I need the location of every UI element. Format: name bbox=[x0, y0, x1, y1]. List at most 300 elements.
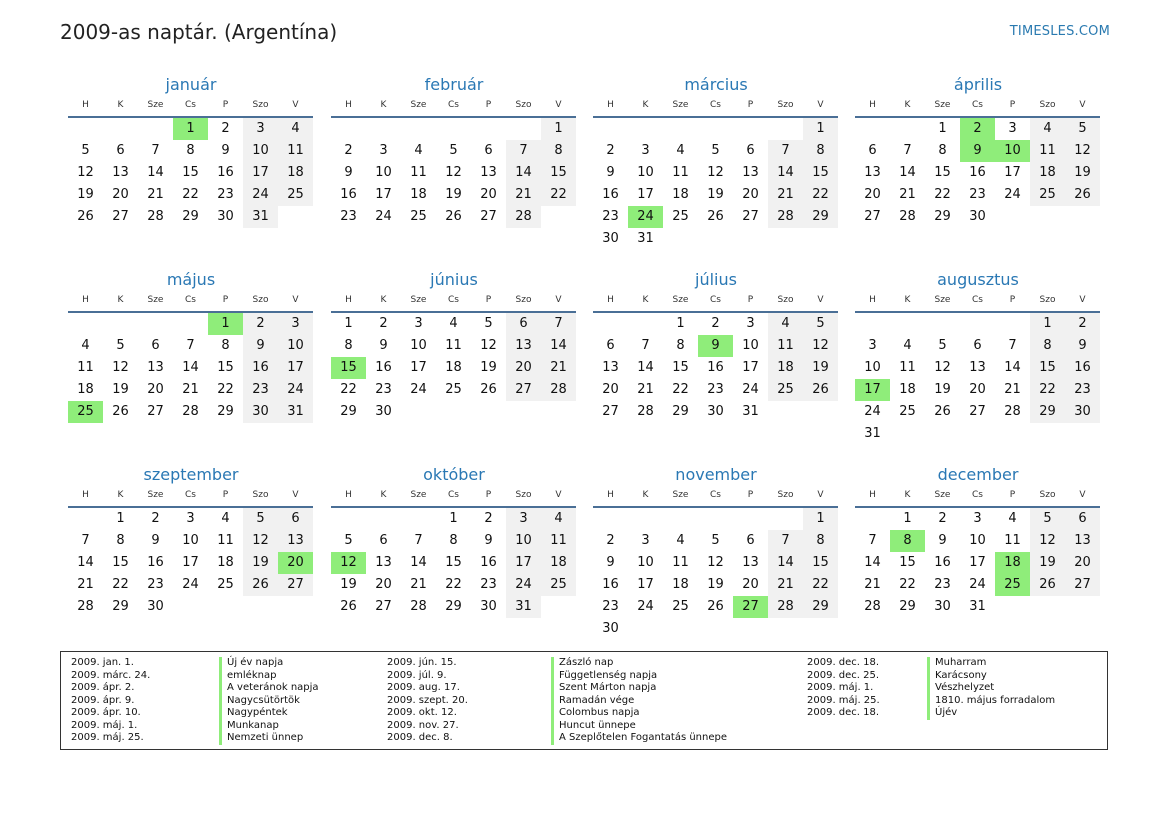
weekday-label: K bbox=[117, 490, 124, 500]
day-cell: 5 bbox=[1065, 118, 1100, 140]
days-grid bbox=[68, 118, 314, 228]
empty-cell bbox=[663, 508, 698, 530]
day-cell: 3 bbox=[186, 511, 195, 526]
holiday-name: Ramadán vége bbox=[551, 695, 801, 708]
holiday-day-cell: 18 bbox=[995, 552, 1030, 574]
weekday-label: H bbox=[345, 100, 352, 110]
day-cell: 8 bbox=[803, 530, 838, 552]
day-cell: 5 bbox=[938, 338, 947, 353]
holiday-dates-col-2 bbox=[387, 657, 547, 745]
month-name: június bbox=[430, 270, 478, 289]
day-cell: 22 bbox=[541, 184, 576, 206]
day-cell: 19 bbox=[934, 382, 951, 397]
day-cell: 5 bbox=[81, 143, 90, 158]
holiday-name: Karácsony bbox=[927, 670, 1097, 683]
day-cell: 17 bbox=[182, 555, 199, 570]
weekday-label: P bbox=[747, 490, 754, 500]
day-cell: 10 bbox=[969, 533, 986, 548]
empty-cell bbox=[663, 118, 698, 140]
day-cell: 20 bbox=[742, 187, 759, 202]
day-cell: 21 bbox=[864, 577, 881, 592]
weekday-label: K bbox=[117, 100, 124, 110]
day-cell: 14 bbox=[410, 555, 427, 570]
day-cell: 14 bbox=[768, 552, 803, 574]
holiday-day-cell: 17 bbox=[855, 379, 890, 401]
day-cell: 30 bbox=[602, 231, 619, 246]
holiday-name: emléknap bbox=[219, 670, 379, 683]
day-cell: 7 bbox=[151, 143, 160, 158]
weekday-label: V bbox=[292, 295, 299, 305]
day-cell: 12 bbox=[445, 165, 462, 180]
day-cell: 3 bbox=[973, 511, 982, 526]
weekday-label: K bbox=[380, 100, 387, 110]
day-cell: 16 bbox=[934, 555, 951, 570]
weekday-header bbox=[68, 486, 314, 504]
month-name: július bbox=[695, 270, 737, 289]
day-cell: 19 bbox=[112, 382, 129, 397]
day-cell: 10 bbox=[410, 338, 427, 353]
day-cell: 6 bbox=[151, 338, 160, 353]
weekday-label: Sze bbox=[410, 490, 427, 500]
day-cell: 2 bbox=[1065, 313, 1100, 335]
weekday-header bbox=[68, 96, 314, 114]
day-cell: 19 bbox=[77, 187, 94, 202]
weekday-label: Szo bbox=[515, 100, 532, 110]
day-cell: 15 bbox=[672, 360, 689, 375]
day-cell: 20 bbox=[480, 187, 497, 202]
day-cell: 3 bbox=[278, 313, 313, 335]
day-cell: 26 bbox=[1030, 574, 1065, 596]
day-cell: 4 bbox=[278, 118, 313, 140]
weekday-label: K bbox=[380, 490, 387, 500]
holiday-date: 2009. máj. 1. bbox=[71, 719, 138, 731]
day-cell: 1 bbox=[116, 511, 125, 526]
day-cell: 6 bbox=[973, 338, 982, 353]
day-cell: 10 bbox=[243, 140, 278, 162]
day-cell: 21 bbox=[768, 574, 803, 596]
day-cell: 7 bbox=[868, 533, 877, 548]
day-cell: 5 bbox=[1030, 508, 1065, 530]
month-name: május bbox=[166, 270, 216, 289]
day-cell: 12 bbox=[1065, 140, 1100, 162]
day-cell: 25 bbox=[445, 382, 462, 397]
empty-cell bbox=[855, 118, 890, 140]
day-cell: 27 bbox=[1065, 574, 1100, 596]
weekday-label: Szo bbox=[1039, 100, 1056, 110]
day-cell: 14 bbox=[506, 162, 541, 184]
day-cell: 6 bbox=[746, 533, 755, 548]
day-cell: 26 bbox=[112, 404, 129, 419]
day-cell: 18 bbox=[541, 552, 576, 574]
holiday-day-cell: 12 bbox=[331, 552, 366, 574]
day-cell: 30 bbox=[147, 599, 164, 614]
empty-cell bbox=[733, 508, 768, 530]
month-name: október bbox=[423, 465, 485, 484]
holiday-name: A veteránok napja bbox=[219, 682, 379, 695]
day-cell: 19 bbox=[707, 577, 724, 592]
month-name: augusztus bbox=[937, 270, 1019, 289]
day-cell: 30 bbox=[375, 404, 392, 419]
weekday-label: H bbox=[869, 100, 876, 110]
day-cell: 26 bbox=[934, 404, 951, 419]
weekday-label: H bbox=[345, 490, 352, 500]
weekday-label: K bbox=[904, 490, 911, 500]
weekday-label: Sze bbox=[147, 100, 164, 110]
day-cell: 17 bbox=[243, 162, 278, 184]
day-cell: 1 bbox=[903, 511, 912, 526]
day-cell: 18 bbox=[278, 162, 313, 184]
day-cell: 27 bbox=[969, 404, 986, 419]
holiday-name: Nagypéntek bbox=[219, 707, 379, 720]
day-cell: 8 bbox=[938, 143, 947, 158]
holiday-name: Nagycsütörtök bbox=[219, 695, 379, 708]
holiday-date: 2009. szept. 20. bbox=[387, 694, 468, 706]
weekday-label: K bbox=[380, 295, 387, 305]
day-cell: 20 bbox=[112, 187, 129, 202]
holiday-day-cell: 27 bbox=[733, 596, 768, 618]
weekday-label: Cs bbox=[710, 295, 721, 305]
holiday-date: 2009. jún. 15. bbox=[387, 657, 457, 668]
day-cell: 8 bbox=[1030, 335, 1065, 357]
days-grid bbox=[593, 313, 839, 423]
weekday-label: H bbox=[869, 490, 876, 500]
day-cell: 1 bbox=[938, 121, 947, 136]
day-cell: 1 bbox=[541, 118, 576, 140]
day-cell: 26 bbox=[340, 599, 357, 614]
holiday-names-col-3 bbox=[927, 657, 1097, 720]
day-cell: 28 bbox=[410, 599, 427, 614]
month-11 bbox=[593, 460, 839, 640]
month-name: január bbox=[165, 75, 217, 94]
day-cell: 25 bbox=[217, 577, 234, 592]
weekday-header bbox=[331, 486, 577, 504]
holiday-date: 2009. dec. 18. bbox=[807, 657, 880, 668]
day-cell: 8 bbox=[186, 143, 195, 158]
weekday-header bbox=[331, 96, 577, 114]
day-cell: 23 bbox=[1065, 379, 1100, 401]
day-cell: 5 bbox=[243, 508, 278, 530]
weekday-label: V bbox=[292, 490, 299, 500]
holiday-day-cell: 20 bbox=[278, 552, 313, 574]
weekday-label: V bbox=[817, 295, 824, 305]
day-cell: 22 bbox=[934, 187, 951, 202]
holiday-date: 2009. jan. 1. bbox=[71, 657, 134, 668]
holiday-day-cell: 25 bbox=[68, 401, 103, 423]
day-cell: 18 bbox=[672, 187, 689, 202]
day-cell: 4 bbox=[1030, 118, 1065, 140]
day-cell: 5 bbox=[711, 533, 720, 548]
weekday-label: K bbox=[117, 295, 124, 305]
day-cell: 3 bbox=[746, 316, 755, 331]
day-cell: 12 bbox=[934, 360, 951, 375]
day-cell: 22 bbox=[803, 184, 838, 206]
day-cell: 8 bbox=[803, 140, 838, 162]
weekday-label: Sze bbox=[934, 100, 951, 110]
empty-cell bbox=[733, 118, 768, 140]
weekday-label: K bbox=[904, 100, 911, 110]
day-cell: 29 bbox=[672, 404, 689, 419]
day-cell: 2 bbox=[484, 511, 493, 526]
day-cell: 7 bbox=[768, 530, 803, 552]
day-cell: 4 bbox=[903, 338, 912, 353]
month-2 bbox=[331, 70, 577, 228]
day-cell: 9 bbox=[243, 335, 278, 357]
weekday-label: Sze bbox=[934, 490, 951, 500]
day-cell: 30 bbox=[217, 209, 234, 224]
month-1 bbox=[68, 70, 314, 228]
day-cell: 10 bbox=[637, 555, 654, 570]
empty-cell bbox=[68, 508, 103, 530]
day-cell: 25 bbox=[899, 404, 916, 419]
day-cell: 24 bbox=[182, 577, 199, 592]
weekday-label: Sze bbox=[934, 295, 951, 305]
holiday-date: 2009. máj. 25. bbox=[807, 694, 880, 706]
day-cell: 16 bbox=[147, 555, 164, 570]
day-cell: 19 bbox=[445, 187, 462, 202]
day-cell: 4 bbox=[1008, 511, 1017, 526]
day-cell: 3 bbox=[506, 508, 541, 530]
holiday-name: Függetlenség napja bbox=[551, 670, 801, 683]
day-cell: 23 bbox=[340, 209, 357, 224]
weekday-label: Cs bbox=[972, 490, 983, 500]
day-cell: 9 bbox=[606, 165, 615, 180]
day-cell: 23 bbox=[602, 209, 619, 224]
holiday-date: 2009. ápr. 2. bbox=[71, 682, 135, 693]
day-cell: 25 bbox=[541, 574, 576, 596]
day-cell: 3 bbox=[379, 143, 388, 158]
day-cell: 13 bbox=[506, 335, 541, 357]
day-cell: 3 bbox=[868, 338, 877, 353]
day-cell: 18 bbox=[445, 360, 462, 375]
day-cell: 6 bbox=[746, 143, 755, 158]
day-cell: 28 bbox=[899, 209, 916, 224]
weekday-label: Cs bbox=[448, 100, 459, 110]
day-cell: 24 bbox=[742, 382, 759, 397]
days-grid bbox=[331, 118, 577, 228]
day-cell: 7 bbox=[81, 533, 90, 548]
day-cell: 8 bbox=[676, 338, 685, 353]
day-cell: 6 bbox=[868, 143, 877, 158]
holiday-date: 2009. júl. 9. bbox=[387, 669, 447, 681]
day-cell: 18 bbox=[217, 555, 234, 570]
weekday-label: V bbox=[1079, 100, 1086, 110]
empty-cell bbox=[401, 118, 436, 140]
day-cell: 28 bbox=[768, 596, 803, 618]
weekday-label: P bbox=[222, 295, 229, 305]
day-cell: 4 bbox=[449, 316, 458, 331]
holiday-date: 2009. dec. 18. bbox=[807, 707, 880, 718]
empty-cell bbox=[890, 118, 925, 140]
weekday-label: V bbox=[1079, 490, 1086, 500]
days-grid bbox=[593, 118, 839, 250]
day-cell: 3 bbox=[414, 316, 423, 331]
site-link[interactable]: TIMESLES.COM bbox=[1009, 24, 1110, 39]
empty-cell bbox=[593, 313, 628, 335]
day-cell: 1 bbox=[803, 508, 838, 530]
empty-cell bbox=[855, 313, 890, 335]
day-cell: 6 bbox=[278, 508, 313, 530]
day-cell: 13 bbox=[147, 360, 164, 375]
day-cell: 28 bbox=[182, 404, 199, 419]
day-cell: 27 bbox=[112, 209, 129, 224]
holiday-name: Huncut ünnepe bbox=[551, 720, 801, 733]
day-cell: 12 bbox=[112, 360, 129, 375]
day-cell: 28 bbox=[506, 206, 541, 228]
weekday-label: K bbox=[904, 295, 911, 305]
day-cell: 12 bbox=[707, 165, 724, 180]
day-cell: 28 bbox=[864, 599, 881, 614]
day-cell: 24 bbox=[969, 577, 986, 592]
day-cell: 9 bbox=[221, 143, 230, 158]
day-cell: 13 bbox=[602, 360, 619, 375]
empty-cell bbox=[436, 118, 471, 140]
day-cell: 21 bbox=[899, 187, 916, 202]
day-cell: 26 bbox=[803, 379, 838, 401]
weekday-label: Sze bbox=[672, 100, 689, 110]
day-cell: 24 bbox=[637, 599, 654, 614]
empty-cell bbox=[628, 118, 663, 140]
holiday-names-col-1 bbox=[219, 657, 379, 745]
day-cell: 7 bbox=[641, 338, 650, 353]
weekday-header bbox=[855, 486, 1101, 504]
weekday-label: Sze bbox=[672, 490, 689, 500]
day-cell: 29 bbox=[182, 209, 199, 224]
empty-cell bbox=[855, 508, 890, 530]
day-cell: 18 bbox=[672, 577, 689, 592]
day-cell: 22 bbox=[217, 382, 234, 397]
month-name: december bbox=[937, 465, 1019, 484]
days-grid bbox=[855, 118, 1101, 228]
weekday-label: Cs bbox=[185, 100, 196, 110]
holiday-date: 2009. ápr. 9. bbox=[71, 694, 135, 706]
weekday-label: Sze bbox=[147, 490, 164, 500]
weekday-header bbox=[593, 291, 839, 309]
weekday-label: K bbox=[642, 490, 649, 500]
weekday-label: Szo bbox=[252, 490, 269, 500]
day-cell: 2 bbox=[344, 143, 353, 158]
day-cell: 23 bbox=[480, 577, 497, 592]
weekday-label: Cs bbox=[448, 295, 459, 305]
empty-cell bbox=[173, 313, 208, 335]
day-cell: 13 bbox=[742, 555, 759, 570]
weekday-label: H bbox=[82, 490, 89, 500]
day-cell: 3 bbox=[243, 118, 278, 140]
day-cell: 15 bbox=[217, 360, 234, 375]
day-cell: 26 bbox=[707, 209, 724, 224]
day-cell: 20 bbox=[1065, 552, 1100, 574]
day-cell: 4 bbox=[676, 533, 685, 548]
empty-cell bbox=[628, 313, 663, 335]
holiday-date: 2009. dec. 25. bbox=[807, 669, 880, 681]
weekday-label: Cs bbox=[972, 100, 983, 110]
holiday-date: 2009. márc. 24. bbox=[71, 669, 151, 681]
day-cell: 30 bbox=[707, 404, 724, 419]
weekday-label: H bbox=[607, 100, 614, 110]
day-cell: 16 bbox=[243, 357, 278, 379]
weekday-label: Sze bbox=[672, 295, 689, 305]
day-cell: 8 bbox=[541, 140, 576, 162]
day-cell: 22 bbox=[1030, 379, 1065, 401]
weekday-label: Cs bbox=[710, 490, 721, 500]
day-cell: 28 bbox=[1004, 404, 1021, 419]
weekday-label: P bbox=[222, 490, 229, 500]
day-cell: 24 bbox=[506, 574, 541, 596]
day-cell: 31 bbox=[742, 404, 759, 419]
day-cell: 3 bbox=[641, 533, 650, 548]
day-cell: 16 bbox=[969, 165, 986, 180]
holiday-name: Új év napja bbox=[219, 657, 379, 670]
day-cell: 9 bbox=[938, 533, 947, 548]
weekday-label: Cs bbox=[185, 490, 196, 500]
day-cell: 4 bbox=[676, 143, 685, 158]
weekday-label: V bbox=[817, 100, 824, 110]
day-cell: 7 bbox=[1008, 338, 1017, 353]
holiday-dates-col-3 bbox=[807, 657, 927, 720]
day-cell: 24 bbox=[864, 404, 881, 419]
day-cell: 22 bbox=[340, 382, 357, 397]
empty-cell bbox=[593, 508, 628, 530]
day-cell: 5 bbox=[116, 338, 125, 353]
day-cell: 28 bbox=[637, 404, 654, 419]
empty-cell bbox=[471, 118, 506, 140]
weekday-label: Sze bbox=[410, 295, 427, 305]
day-cell: 14 bbox=[899, 165, 916, 180]
day-cell: 29 bbox=[1030, 401, 1065, 423]
day-cell: 29 bbox=[803, 206, 838, 228]
day-cell: 6 bbox=[606, 338, 615, 353]
day-cell: 16 bbox=[602, 577, 619, 592]
day-cell: 13 bbox=[480, 165, 497, 180]
month-6 bbox=[331, 265, 577, 423]
weekday-label: Szo bbox=[777, 100, 794, 110]
empty-cell bbox=[366, 118, 401, 140]
day-cell: 17 bbox=[375, 187, 392, 202]
day-cell: 23 bbox=[217, 187, 234, 202]
day-cell: 23 bbox=[147, 577, 164, 592]
weekday-label: Szo bbox=[1039, 295, 1056, 305]
day-cell: 17 bbox=[637, 187, 654, 202]
day-cell: 5 bbox=[803, 313, 838, 335]
weekday-header bbox=[855, 291, 1101, 309]
holiday-name: Muharram bbox=[927, 657, 1097, 670]
day-cell: 29 bbox=[112, 599, 129, 614]
weekday-label: Cs bbox=[710, 100, 721, 110]
day-cell: 8 bbox=[221, 338, 230, 353]
day-cell: 29 bbox=[445, 599, 462, 614]
weekday-label: Szo bbox=[515, 490, 532, 500]
empty-cell bbox=[628, 508, 663, 530]
day-cell: 18 bbox=[899, 382, 916, 397]
day-cell: 10 bbox=[375, 165, 392, 180]
day-cell: 25 bbox=[672, 209, 689, 224]
weekday-label: Szo bbox=[1039, 490, 1056, 500]
weekday-label: H bbox=[607, 490, 614, 500]
day-cell: 21 bbox=[77, 577, 94, 592]
day-cell: 5 bbox=[449, 143, 458, 158]
day-cell: 31 bbox=[864, 426, 881, 441]
day-cell: 29 bbox=[899, 599, 916, 614]
day-cell: 15 bbox=[803, 162, 838, 184]
day-cell: 27 bbox=[864, 209, 881, 224]
day-cell: 7 bbox=[903, 143, 912, 158]
day-cell: 7 bbox=[541, 313, 576, 335]
day-cell: 5 bbox=[711, 143, 720, 158]
day-cell: 6 bbox=[484, 143, 493, 158]
weekday-label: P bbox=[485, 490, 492, 500]
day-cell: 2 bbox=[711, 316, 720, 331]
weekday-label: V bbox=[555, 490, 562, 500]
weekday-label: Szo bbox=[777, 295, 794, 305]
